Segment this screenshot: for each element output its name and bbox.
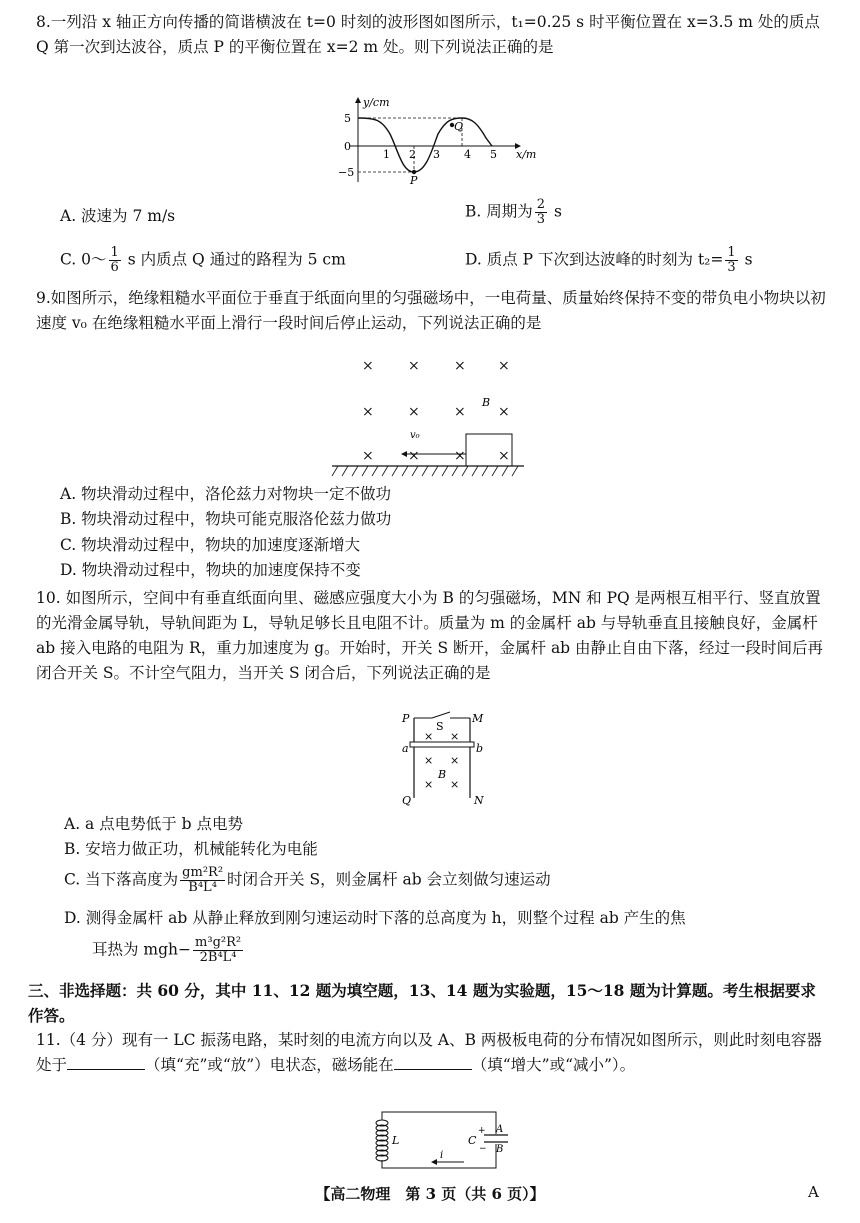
svg-text:×: × — [362, 404, 374, 420]
wave-graph-figure — [330, 94, 540, 186]
v0-label: v₀ — [410, 430, 420, 441]
svg-text:a: a — [402, 742, 409, 755]
q8-b-fraction: $\frac{2}{3}$ — [536, 197, 546, 227]
svg-text:b: b — [476, 742, 484, 755]
svg-text:×: × — [424, 730, 434, 743]
svg-text:×: × — [408, 448, 420, 464]
question-9-stem: 9.如图所示，绝缘粗糙水平面位于垂直于纸面向里的匀强磁场中，一电荷量、质量始终保持不变的带负电小物块以初速度 v₀ 在绝缘粗糙水平面上滑行一段时间后停止运动，下列说法正确的是 — [36, 289, 826, 332]
svg-text:N: N — [474, 794, 484, 807]
rail-circuit-figure — [398, 708, 490, 810]
question-10-stem: 10. 如图所示，空间中有垂直纸面向里、磁感应强度大小为 B 的匀强磁场，MN 和 PQ 是两根互相平行、竖直放置的光滑金属导轨，导轨间距为 L，导轨足够长且电阻不计。质量为 m 的金属杆 ab 与导轨垂直且接触良好，金属杆 ab 接入电路的电阻为 R，重力加速度为 g。开始时，开关 S 断开，金属杆 ab 由静止自由下落，经过一段时间后再闭合开关 S。不计空气阻力，当开关 S 闭合后，下列说法正确的是 — [36, 589, 824, 682]
x-axis-label: x/m — [516, 148, 537, 161]
q8-option-b: B. 周期为 $\frac{2}{3}$ s — [465, 197, 562, 227]
svg-text:L: L — [392, 1134, 400, 1147]
answer-blank-1[interactable] — [67, 1053, 145, 1070]
page-footer: 【高二物理 第 3 页（共 6 页）】 — [315, 1185, 545, 1203]
svg-text:×: × — [454, 358, 466, 374]
svg-text:×: × — [454, 448, 466, 464]
y-tick-0: 0 — [344, 140, 351, 153]
q8-c-fraction: $\frac{1}{6}$ — [110, 245, 119, 275]
x-tick-5: 5 — [490, 148, 497, 161]
svg-text:×: × — [424, 754, 434, 767]
svg-text:i: i — [440, 1150, 444, 1161]
y-tick-neg5: −5 — [338, 166, 355, 179]
point-q-label: Q — [454, 120, 464, 133]
svg-text:B: B — [496, 1144, 504, 1155]
q9-option-b: B. 物块滑动过程中，物块可能克服洛伦兹力做功 — [60, 510, 392, 528]
svg-text:×: × — [408, 358, 420, 374]
svg-text:A: A — [496, 1124, 504, 1135]
q10-option-a: A. a 点电势低于 b 点电势 — [64, 815, 243, 833]
svg-text:×: × — [498, 404, 510, 420]
svg-text:×: × — [450, 754, 460, 767]
svg-text:×: × — [450, 778, 460, 791]
svg-text:×: × — [362, 358, 374, 374]
y-axis-label: y/cm — [363, 96, 390, 109]
q10-option-d-line2: 耳热为 mgh− $\frac{\text{m³g²R²}}{\text{2B⁴L⁴}}$ — [92, 935, 242, 965]
x-tick-2: 2 — [409, 148, 416, 161]
q8-option-d: D. 质点 P 下次到达波峰的时刻为 t₂= $\frac{1}{3}$ s — [465, 245, 753, 275]
svg-text:Q: Q — [402, 794, 412, 807]
svg-text:×: × — [450, 730, 460, 743]
y-tick-5: 5 — [344, 112, 351, 125]
svg-text:C: C — [468, 1134, 477, 1147]
q10-option-b: B. 安培力做正功，机械能转化为电能 — [64, 840, 318, 858]
svg-text:×: × — [454, 404, 466, 420]
svg-text:M: M — [472, 712, 484, 725]
q10-option-c: C. 当下落高度为 $\frac{\text{gm²R²}}{\text{B⁴L⁴}}$ 时闭合开关 S，则金属杆 ab 会立刻做匀速运动 — [64, 865, 551, 895]
q9-option-a: A. 物块滑动过程中，洛伦兹力对物块一定不做功 — [60, 485, 392, 503]
answer-blank-2[interactable] — [394, 1053, 472, 1070]
svg-text:B: B — [438, 768, 447, 781]
svg-text:−: − — [479, 1144, 487, 1154]
q9-option-c: C. 物块滑动过程中，物块的加速度逐渐增大 — [60, 536, 361, 554]
svg-text:×: × — [424, 778, 434, 791]
svg-text:×: × — [498, 358, 510, 374]
question-11-stem: 11.（4 分）现有一 LC 振荡电路，某时刻的电流方向以及 A、B 两极板电荷的分布情况如图所示，则此时刻电容器处于 （填“充”或“放”）电状态，磁场能在 （填“增大”或“减小”）。 — [36, 1031, 822, 1074]
point-p-label: P — [410, 174, 418, 186]
x-tick-1: 1 — [383, 148, 390, 161]
switch-s — [432, 712, 450, 718]
q9-option-d: D. 物块滑动过程中，物块的加速度保持不变 — [60, 561, 361, 579]
q10-d-fraction: $\frac{\text{m³g²R²}}{\text{2B⁴L⁴}}$ — [195, 935, 242, 965]
svg-text:×: × — [408, 404, 420, 420]
svg-text:+: + — [478, 1126, 486, 1136]
rod-ab — [410, 742, 474, 747]
q8-option-a: A. 波速为 7 m/s — [60, 207, 176, 225]
q10-c-fraction: $\frac{\text{gm²R²}}{\text{B⁴L⁴}}$ — [182, 865, 224, 895]
q8-option-c: C. 0～ $\frac{1}{6}$ s 内质点 Q 通过的路程为 5 cm — [60, 245, 346, 275]
paper-version: A — [808, 1183, 819, 1201]
q10-option-d-line1: D. 测得金属杆 ab 从静止释放到刚匀速运动时下落的总高度为 h，则整个过程 ab 产生的焦 — [64, 909, 686, 927]
svg-text:S: S — [436, 720, 444, 733]
q8-d-fraction: $\frac{1}{3}$ — [727, 245, 736, 275]
x-tick-3: 3 — [433, 148, 440, 161]
section-3-heading: 三、非选择题：共 60 分，其中 11、12 题为填空题，13、14 题为实验题，15～18 题为计算题。考生根据要求作答。 — [28, 981, 816, 1025]
x-tick-4: 4 — [464, 148, 471, 161]
question-8-stem: 8.一列沿 x 轴正方向传播的简谐横波在 t=0 时刻的波形图如图所示，t₁=0.25 s 时平衡位置在 x=3.5 m 处的质点 Q 第一次到达波谷，质点 P 的平衡位置在 x=2 m 处。则下列说法正确的是 — [36, 13, 820, 56]
inductor-coil — [376, 1120, 388, 1161]
wave-curve — [358, 118, 492, 172]
magnetic-block-figure — [328, 352, 528, 480]
lc-circuit-figure — [370, 1106, 510, 1174]
svg-text:P: P — [402, 712, 410, 725]
svg-text:×: × — [498, 448, 510, 464]
svg-text:×: × — [362, 448, 374, 464]
field-b-label: B — [482, 396, 491, 409]
